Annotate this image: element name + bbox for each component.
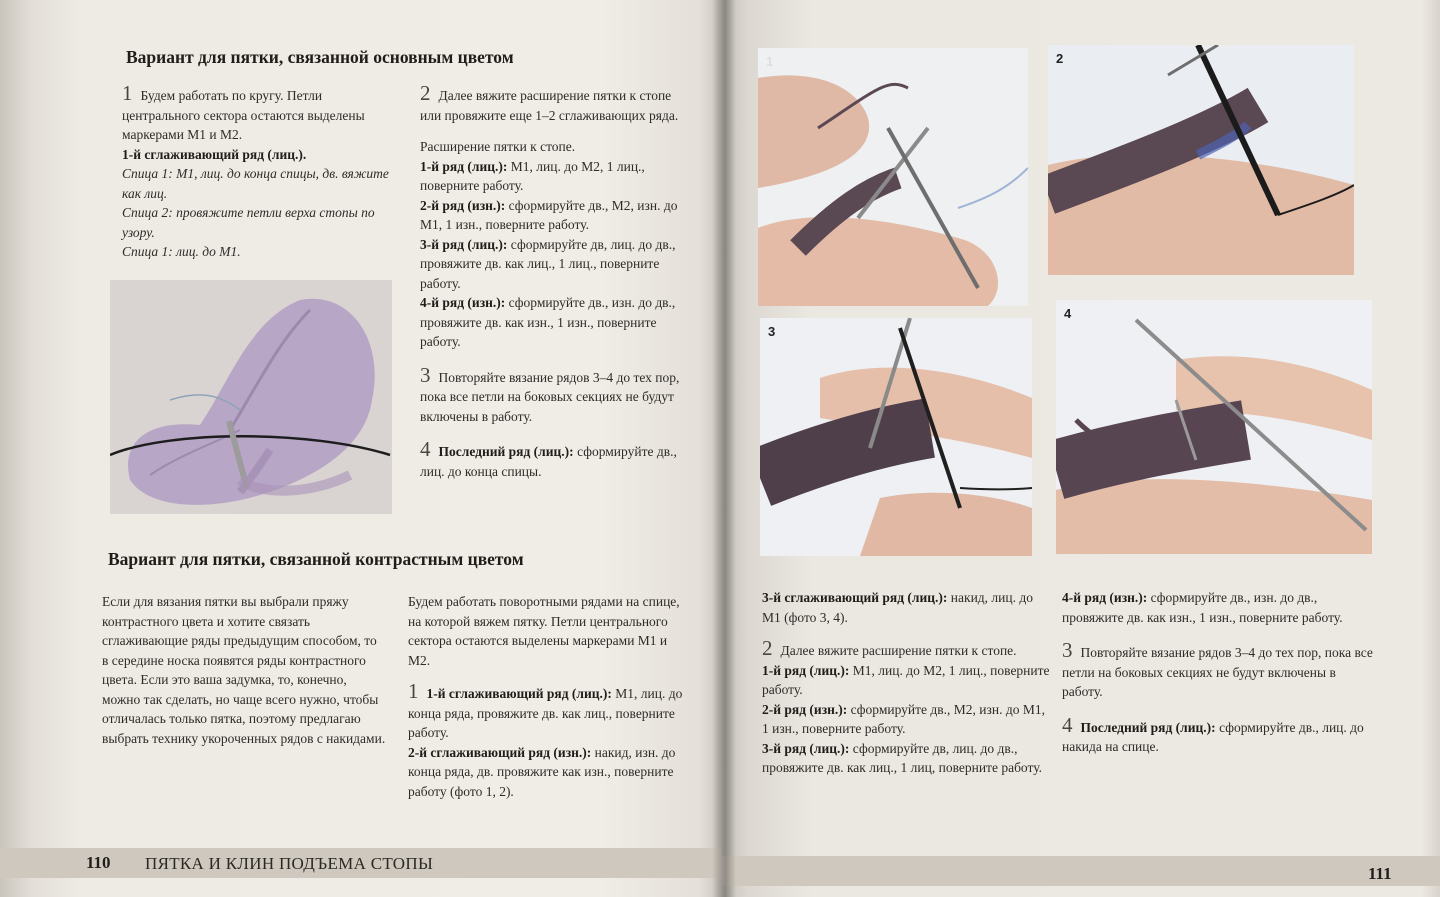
row-1 <box>420 157 692 196</box>
page-number: 111 <box>1368 864 1392 883</box>
step-text: сформируйте дв., лиц. до накида на спице. <box>1062 719 1364 754</box>
step-4 <box>420 437 692 481</box>
row-text: сформируйте дв, лиц. до дв., провяжите дв. как лиц., 1 лиц., поверните работу. <box>420 236 676 291</box>
needle-1-text: Спица 1: М1, лиц. до конца спицы, дв. вяжите как лиц. <box>122 166 389 201</box>
row-label: 3-й сглаживающий ряд (лиц.): <box>762 590 948 605</box>
row-text: сформируйте дв., М2, изн. до М1, 1 изн., поверните работу. <box>762 701 1045 736</box>
right-col-1 <box>762 588 1054 778</box>
step-2 <box>420 81 692 125</box>
step-number: 3 <box>420 362 431 387</box>
knitting-photo-1-illustration <box>758 48 1028 306</box>
step-number: 1 <box>122 81 133 105</box>
step-text: Далее вяжите расширение пятки к стопе. <box>780 643 1017 658</box>
row-label: 2-й ряд (изн.): <box>762 701 848 717</box>
extension-title: Расширение пятки к стопе. <box>420 139 576 154</box>
left-col-4 <box>408 592 688 801</box>
step-2 <box>762 636 1054 661</box>
heel-photo-illustration <box>110 280 392 514</box>
row-label: 2-й ряд (изн.): <box>420 197 506 213</box>
chapter-title: ПЯТКА И КЛИН ПОДЪЕМА СТОПЫ <box>145 854 434 873</box>
row-3 <box>420 235 692 294</box>
row-4 <box>420 293 692 352</box>
needle-2-text: Спица 2: провяжите петли верха стопы по узору. <box>122 205 375 240</box>
row-3 <box>762 739 1054 778</box>
row-label: 2-й сглаживающий ряд (изн.): <box>408 744 592 760</box>
row-3-smoothing <box>762 588 1054 627</box>
step-text: Повторяйте вязание рядов 3–4 до тех пор, пока все петли на боковых секциях не будут включены в работу. <box>420 369 680 424</box>
left-col-2 <box>420 81 692 481</box>
photo-label: 3 <box>768 324 776 339</box>
row-text: накид, лиц. до М1 (фото 3, 4). <box>762 590 1033 625</box>
step-number: 2 <box>762 636 773 660</box>
row-2 <box>762 700 1054 739</box>
row-text: М1, лиц. до М2, 1 лиц., поверните работу. <box>420 158 645 193</box>
row-2 <box>420 196 692 235</box>
footer-band <box>722 856 1440 886</box>
row-label: 1-й ряд (лиц.): <box>420 158 508 174</box>
row-label: Последний ряд (лиц.): <box>1080 719 1216 735</box>
step-number: 4 <box>1062 712 1073 737</box>
left-col-1 <box>122 81 394 262</box>
photo-3 <box>760 318 1032 556</box>
contrast-intro-text: Если для вязания пятки вы выбрали пряжу контрастного цвета и хотите связать сглаживающие ряды предыдущим способом, то в середине носка появятся ряды контрастного цвета. Если это ваша задумка, то, конечно, можно так сделать, но чаще всего нужно, чтобы отличалась только пятка, поэтому предлагаю выбрать технику укороченных рядов с накидами. <box>102 594 386 746</box>
left-col-3 <box>102 592 386 748</box>
knitting-photo-2-illustration <box>1048 45 1354 275</box>
photo-label: 1 <box>766 54 774 69</box>
step-3 <box>1062 638 1376 702</box>
right-col-2 <box>1062 588 1376 757</box>
photo-1 <box>758 48 1028 306</box>
step-3 <box>420 362 692 427</box>
step-text: сформируйте дв., лиц. до конца спицы. <box>420 444 677 479</box>
needle-1-final-text: Спица 1: лиц. до М1. <box>122 244 241 259</box>
row-label: 3-й ряд (лиц.): <box>420 236 508 252</box>
row-label: 1-й сглаживающий ряд (лиц.): <box>426 686 612 701</box>
step-text: Повторяйте вязание рядов 3–4 до тех пор, пока все петли на боковых секциях не будут включены в работу. <box>1062 645 1373 699</box>
row-label: 3-й ряд (лиц.): <box>762 740 850 756</box>
step-text: Далее вяжите расширение пятки к стопе или провяжите еще 1–2 сглаживающих ряда. <box>420 88 679 123</box>
step-number: 2 <box>420 81 431 105</box>
photo-2 <box>1048 45 1354 275</box>
row-label: 4-й ряд (изн.): <box>420 295 506 310</box>
row-text: сформируйте дв, лиц. до дв., провяжите дв. как лиц., 1 лиц, поверните работу. <box>762 740 1042 775</box>
photo-label: 4 <box>1064 306 1072 321</box>
step-text: Будем работать по кругу. Петли центрального сектора остаются выделены маркерами М1 и М2. <box>122 88 365 142</box>
step-number: 3 <box>1062 638 1073 662</box>
short-rows-intro: Будем работать поворотными рядами на спице, на которой вяжем пятку. Петли центрального сектора остаются выделены маркерами М1 и М2. <box>408 594 680 668</box>
knitting-photo-3-illustration <box>760 318 1032 556</box>
row-text: М1, лиц. до конца ряда, провяжите дв. как лиц., поверните работу. <box>408 686 683 740</box>
heading-main-color: Вариант для пятки, связанной основным цветом <box>126 47 514 67</box>
photo-label: 2 <box>1056 51 1064 66</box>
step-4 <box>1062 712 1376 757</box>
row-text: сформируйте дв., изн. до дв., провяжите дв. как изн., 1 изн., поверните работу. <box>420 295 676 349</box>
heading-contrast-color: Вариант для пятки, связанной контрастным цветом <box>108 549 524 569</box>
row-1 <box>762 661 1054 700</box>
step-number: 4 <box>420 437 431 461</box>
row-4 <box>1062 588 1376 627</box>
row-text: сформируйте дв., изн. до дв., провяжите дв. как изн., 1 изн., поверните работу. <box>1062 590 1343 625</box>
row-label: 1-й ряд (лиц.): <box>762 662 850 678</box>
right-page <box>722 0 1440 897</box>
step-number: 1 <box>408 679 419 703</box>
knitting-photo-4-illustration <box>1056 300 1372 554</box>
row-label: 4-й ряд (изн.): <box>1062 590 1148 605</box>
page-number: 110 <box>86 853 111 872</box>
photo-4 <box>1056 300 1372 554</box>
heel-photo <box>110 280 392 514</box>
step-1 <box>408 679 688 743</box>
row-label: Последний ряд (лиц.): <box>438 444 574 459</box>
row-text: накид, изн. до конца ряда, дв. провяжите как изн., поверните работу (фото 1, 2). <box>408 744 676 799</box>
step-1 <box>122 81 394 145</box>
row-2 <box>408 743 688 802</box>
row-title: 1-й сглаживающий ряд (лиц.). <box>122 146 307 162</box>
row-text: М1, лиц. до М2, 1 лиц., поверните работу. <box>762 662 1050 697</box>
row-text: сформируйте дв., М2, изн. до М1, 1 изн., поверните работу. <box>420 197 678 232</box>
